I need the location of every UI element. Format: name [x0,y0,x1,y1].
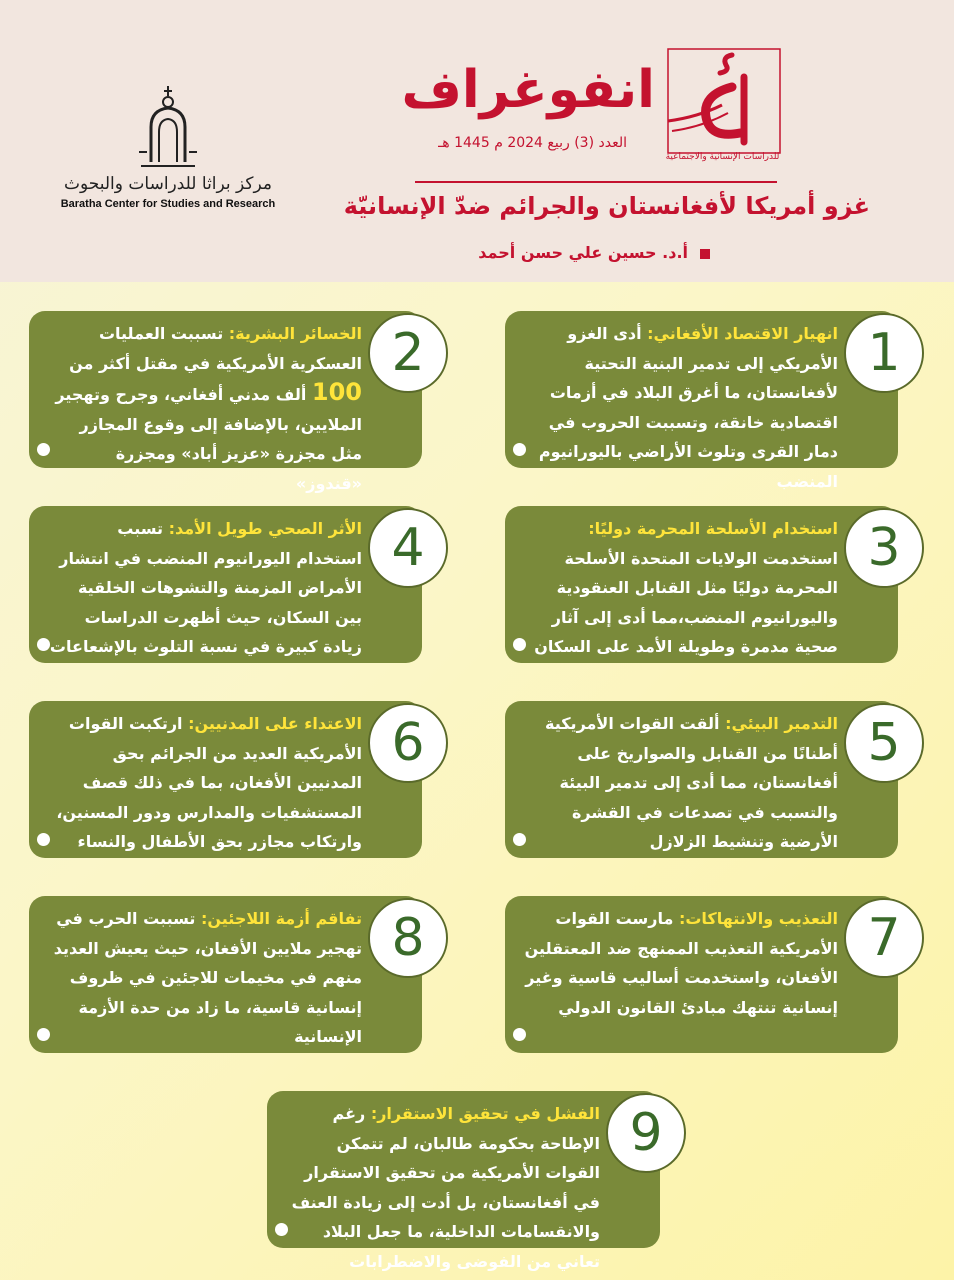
card-number: 7 [844,898,924,978]
card-text [47,319,362,498]
logo-subtitle: للدراسات الإنسانية والاجتماعية [665,152,780,162]
card-body: تسببت الحرب في تهجير ملايين الأفغان، حيث يعيش العديد منهم في مخيمات للاجئين في ظروف إنسانية قاسية، ما زاد من حدة الأزمة الإنسانية [53,909,362,1046]
card-box [29,506,422,663]
card-text [285,1099,600,1276]
card-5 [505,701,901,858]
card-number: 2 [368,313,448,393]
card-heading: استخدام الأسلحة المحرمة دوليًا: [588,519,838,538]
bullet-dot-icon [513,443,526,456]
card-4 [29,506,425,663]
card-body: تسبب استخدام اليورانيوم المنضب في انتشار الأمراض المزمنة والتشوهات الخلقية بين السكان، حيث أظهرت الدراسات زيادة كبيرة في نسبة التلوث بالإشعاعات [49,519,362,656]
card-body: استخدمت الولايات المتحدة الأسلحة المحرمة دوليًا مثل القنابل العنقودية واليورانيوم المنضب،مما أدى إلى آثار صحية مدمرة وطويلة الأمد على السكان [534,548,838,656]
card-2 [29,311,425,493]
card-text [523,514,838,662]
card-number: 8 [368,898,448,978]
baratha-logo [58,82,278,232]
card-body: رغم الإطاحة بحكومة طالبان، لم تتمكن القوات الأمريكية من تحقيق الاستقرار في أفغانستان، بل أدت إلى زيادة العنف والانقسامات الداخلية، ما جعل البلاد تعاني من الفوضى والاضطرابات [291,1104,600,1271]
bullet-dot-icon [37,638,50,651]
logo-title: انفوغراف [401,60,655,120]
bullet-dot-icon [275,1223,288,1236]
baratha-emblem-icon [133,82,203,172]
infograph-logo-icon [662,47,782,165]
card-3 [505,506,901,663]
card-box [505,506,898,663]
bullet-dot-icon [513,1028,526,1041]
card-text [47,904,362,1052]
issue-info: العدد (3) ربيع 2024 م 1445 هـ [438,135,627,151]
card-number: 1 [844,313,924,393]
square-bullet-icon [700,249,710,259]
card-text [47,514,362,662]
card-box [29,311,422,493]
publisher-english: Baratha Center for Studies and Research [60,198,276,210]
card-6 [29,701,425,858]
card-text [523,319,838,496]
card-number: 6 [368,703,448,783]
card-body: أدى الغزو الأمريكي إلى تدمير البنية التحتية لأفغانستان، ما أغرق البلاد في أزمات اقتصادية خانقة، وتسببت الحروب في دمار القرى وتلوث الأراضي باليورانيوم المنضب [538,324,838,491]
bullet-dot-icon [37,1028,50,1041]
bullet-dot-icon [37,833,50,846]
card-heading: التدمير البيئي: [725,714,838,733]
card-text [523,904,838,1022]
card-heading: الخسائر البشرية: [228,324,362,343]
card-heading: انهيار الاقتصاد الأفغاني: [647,324,838,343]
card-number: 9 [606,1093,686,1173]
page-title: غزو أمريكا لأفغانستان والجرائم ضدّ الإنسانيّة [343,192,870,220]
card-box [505,311,898,491]
card-number: 5 [844,703,924,783]
card-heading: الفشل في تحقيق الاستقرار: [370,1104,600,1123]
card-number: 4 [368,508,448,588]
author-line [400,243,710,262]
casualty-count: 100 [311,378,362,406]
header-divider [415,181,777,183]
card-box [29,896,422,1053]
card-8 [29,896,425,1053]
card-heading: الأثر الصحي طويل الأمد: [168,519,362,538]
author-name: أ.د. حسين علي حسن أحمد [478,243,688,262]
card-body-intro: تسببت العمليات العسكرية الأمريكية في مقتل أكثر من [69,324,362,373]
card-heading: التعذيب والانتهاكات: [678,909,838,928]
card-body: ارتكبت القوات الأمريكية العديد من الجرائم بحق المدنيين الأفغان، بما في ذلك قصف المستشفيات والمدارس ودور المسنين، وارتكاب مجازر بحق الأطفال والنساء [56,714,362,851]
card-number: 3 [844,508,924,588]
card-box [29,701,422,858]
bullet-dot-icon [513,833,526,846]
bullet-dot-icon [37,443,50,456]
card-box [505,896,898,1053]
card-box [505,701,898,858]
card-body: ألف مدني أفغاني، وجرح وتهجير الملايين، بالإضافة إلى وقوع المجازر مثل مجزرة «عزيز أباد» ومجزرة «قندوز» [55,385,362,493]
card-body: ألقت القوات الأمريكية أطنانًا من القنابل والصواريخ على أفغانستان، مما أدى إلى تدمير البيئة والتسبب في تصدعات في القشرة الأرضية وتنشيط الزلازل [545,714,838,851]
card-7 [505,896,901,1053]
card-body: مارست القوات الأمريكية التعذيب الممنهج ضد المعتقلين الأفغان، واستخدمت أساليب قاسية وغير إنسانية تنتهك مبادئ القانون الدولي [524,909,838,1017]
card-text [47,709,362,857]
publisher-arabic: مركز براثا للدراسات والبحوث [63,174,272,194]
card-heading: تفاقم أزمة اللاجئين: [200,909,362,928]
card-text [523,709,838,857]
card-box [267,1091,660,1271]
card-1 [505,311,901,491]
card-9 [267,1091,663,1271]
card-heading: الاعتداء على المدنيين: [188,714,362,733]
bullet-dot-icon [513,638,526,651]
